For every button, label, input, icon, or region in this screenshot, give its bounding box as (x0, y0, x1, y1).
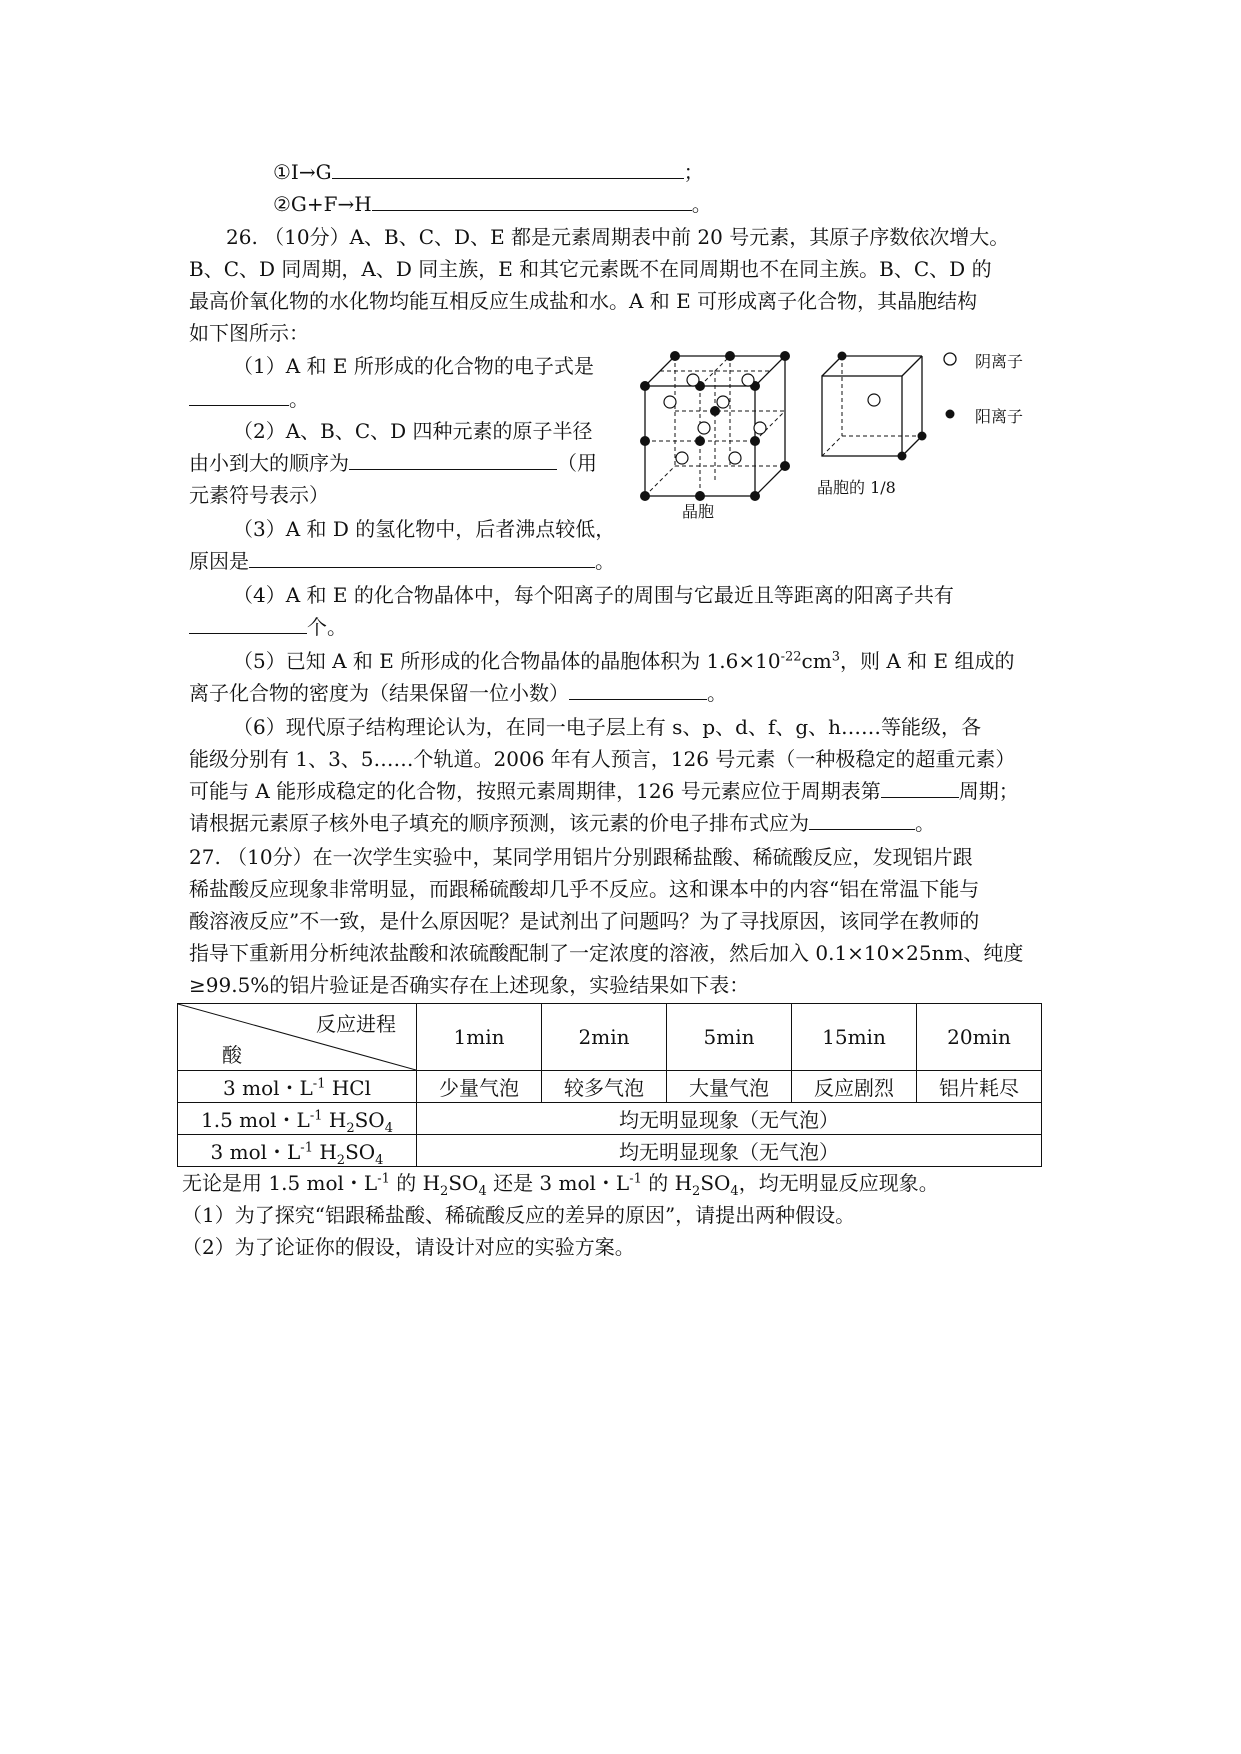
table-row (178, 1135, 1042, 1167)
equation-1: ①I→G ； (273, 160, 704, 184)
result-cell: 大量气泡 (667, 1071, 792, 1103)
acid-cell: 1.5 mol・$L^{-1}$ $H_2SO_4$ (178, 1103, 417, 1135)
answer-blank[interactable] (349, 449, 557, 470)
time-header: 1min (417, 1004, 542, 1071)
answer-blank[interactable] (332, 158, 684, 179)
result-cell: 少量气泡 (417, 1071, 542, 1103)
q26-part6: 能级分别有 1、3、5……个轨道。2006 年有人预言，126 号元素（一种极稳定的超重元素） (189, 747, 1016, 771)
q27-line: 27. （10分）在一次学生实验中，某同学用铝片分别跟稀盐酸、稀硫酸反应，发现铝片跟 (189, 845, 973, 869)
answer-blank[interactable] (569, 679, 707, 700)
eighth-cell-label: 晶胞的 1/8 (817, 478, 896, 497)
q26-part6: （6）现代原子结构理论认为，在同一电子层上有 s、p、d、f、g、h……等能级，各 (233, 715, 982, 739)
q26-part2: （2）A、B、C、D 四种元素的原子半径 (233, 419, 593, 443)
q27-line: 酸溶液反应”不一致，是什么原因呢？是试剂出了问题吗？为了寻找原因，该同学在教师的 (189, 909, 980, 933)
acid-cell: 3 mol・$L^{-1}$ HCl (178, 1071, 417, 1103)
table-row (178, 1103, 1042, 1135)
answer-blank[interactable] (189, 613, 307, 634)
q26-part3-answer: 原因是 。 (189, 549, 615, 573)
q27-line: 稀盐酸反应现象非常明显，而跟稀硫酸却几乎不反应。这和课本中的内容“铝在常温下能与 (189, 877, 980, 901)
q26-part3: （3）A 和 D 的氢化物中，后者沸点较低， (233, 517, 616, 541)
after-table-text: 无论是用 1.5 mol・$L^{-1}$ 的 $H_2SO_4$ 还是 3 mol・$L^{-1}$ 的 $H_2SO_4$，均无明显反应现象。 (182, 1171, 939, 1199)
answer-blank[interactable] (189, 385, 289, 406)
q26-part1: （1）A 和 E 所形成的化合物的电子式是 (233, 354, 594, 378)
q26-part5: （5）已知 A 和 E 所形成的化合物晶体的晶胞体积为 $1.6\times 10^{-22}cm^3$，则 A 和 E 组成的 (233, 649, 1015, 673)
q26-line: 最高价氧化物的水化物均能互相反应生成盐和水。A 和 E 可形成离子化合物，其晶胞结构 (189, 289, 978, 313)
time-header: 15min (792, 1004, 917, 1071)
q27-line: 指导下重新用分析纯浓盐酸和浓硫酸配制了一定浓度的溶液，然后加入 0.1×10×25nm、纯度 (189, 941, 1024, 965)
q27-part1: （1）为了探究“铝跟稀盐酸、稀硫酸反应的差异的原因”，请提出两种假设。 (182, 1203, 856, 1227)
anion-legend-label: 阴离子 (975, 352, 1024, 371)
q26-part4-answer: 个。 (189, 612, 347, 642)
q26-part4: （4）A 和 E 的化合物晶体中，每个阳离子的周围与它最近且等距离的阳离子共有 (233, 583, 954, 607)
q26-part5-answer: 离子化合物的密度为（结果保留一位小数） 。 (189, 681, 727, 705)
cation-legend-marker (946, 410, 955, 419)
header-progress: 反应进程 (316, 1012, 396, 1036)
q26-line: 26. （10分）A、B、C、D、E 都是元素周期表中前 20 号元素，其原子序数依次增大。 (226, 225, 1010, 249)
header-acid: 酸 (222, 1043, 242, 1067)
answer-blank[interactable] (809, 809, 915, 830)
equation-2: ②G+F→H 。 (273, 192, 712, 216)
table-row (178, 1071, 1042, 1103)
reaction-table (177, 1003, 1042, 1167)
result-cell: 均无明显现象（无气泡） (417, 1135, 1042, 1167)
time-header: 2min (542, 1004, 667, 1071)
cell-label: 晶胞 (682, 502, 715, 521)
anion-legend-marker (944, 353, 956, 365)
time-header: 20min (917, 1004, 1042, 1071)
cation-legend-label: 阳离子 (975, 407, 1024, 426)
q26-line: B、C、D 同周期，A、D 同主族，E 和其它元素既不在同周期也不在同主族。B、C、D 的 (189, 257, 992, 281)
q27-part2: （2）为了论证你的假设，请设计对应的实验方案。 (182, 1235, 635, 1259)
header-diagonal-cell (178, 1004, 417, 1071)
answer-blank[interactable] (249, 547, 595, 568)
acid-cell: 3 mol・$L^{-1}$ $H_2SO_4$ (178, 1135, 417, 1167)
result-cell: 较多气泡 (542, 1071, 667, 1103)
q26-part2-answer: 由小到大的顺序为 （用 (189, 451, 597, 475)
answer-blank[interactable] (372, 190, 692, 211)
result-cell: 铝片耗尽 (917, 1071, 1042, 1103)
q26-part2-note: 元素符号表示） (189, 483, 329, 507)
q27-line: ≥99.5%的铝片验证是否确实存在上述现象，实验结果如下表： (189, 973, 750, 997)
q26-line: 如下图所示： (189, 321, 309, 345)
q26-part6-answer: 请根据元素原子核外电子填充的顺序预测，该元素的价电子排布式应为 。 (189, 811, 935, 835)
result-cell: 均无明显现象（无气泡） (417, 1103, 1042, 1135)
time-header: 5min (667, 1004, 792, 1071)
result-cell: 反应剧烈 (792, 1071, 917, 1103)
answer-blank[interactable] (881, 777, 959, 798)
q26-part1-answer: 。 (189, 384, 309, 414)
q26-part6-answer: 可能与 A 能形成稳定的化合物，按照元素周期律，126 号元素应位于周期表第 周期； (189, 779, 1019, 803)
